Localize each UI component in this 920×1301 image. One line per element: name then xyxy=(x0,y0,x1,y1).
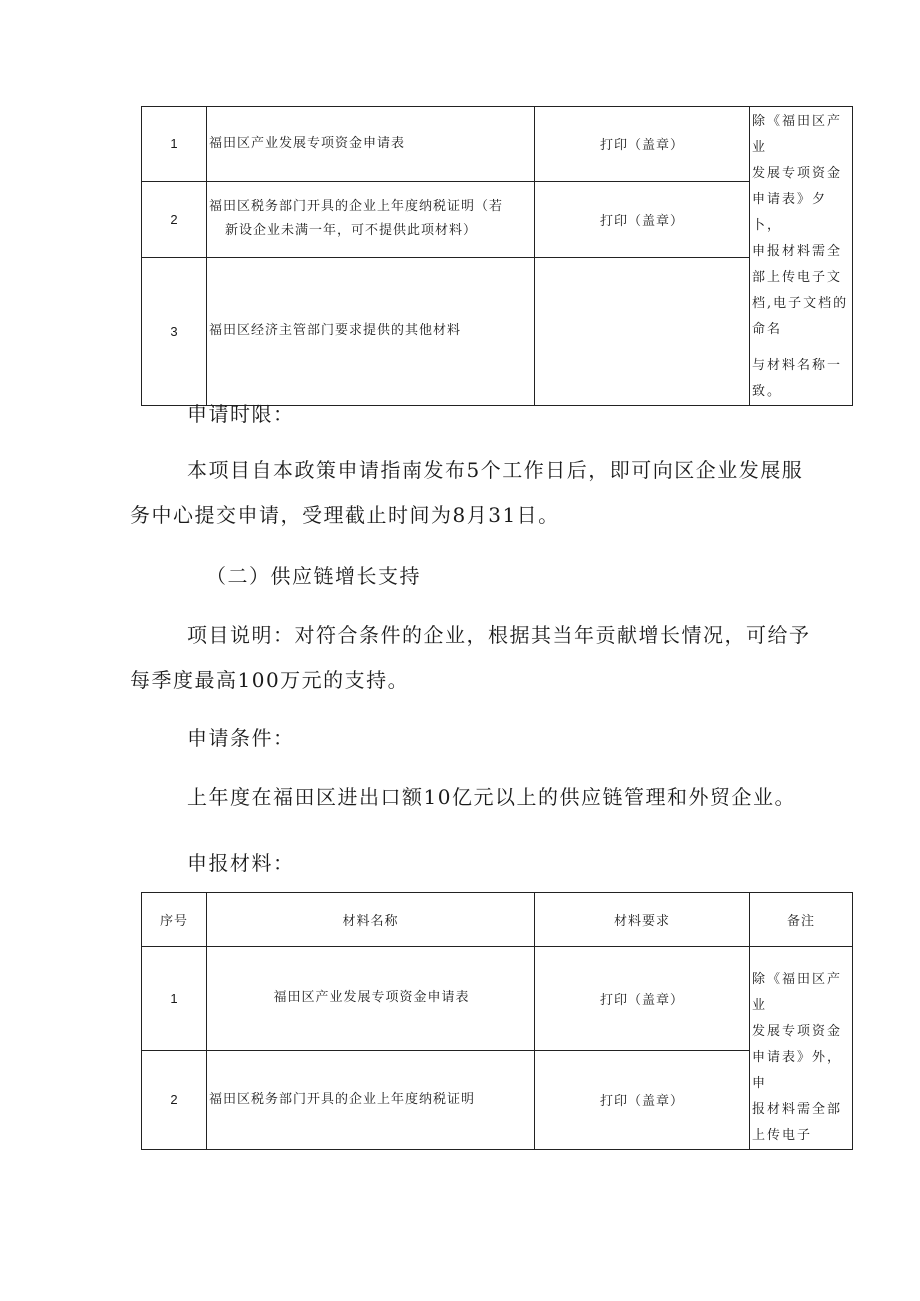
remark-line: 致。 xyxy=(752,384,783,399)
material-requirement: 打印（盖章） xyxy=(535,107,750,182)
project-description: 每季度最高100万元的支持。 xyxy=(130,668,410,692)
row-number: 1 xyxy=(142,107,207,182)
column-header-requirement: 材料要求 xyxy=(535,893,750,947)
remark-line: 发展专项资金 xyxy=(752,166,843,181)
row-number: 3 xyxy=(142,257,207,405)
material-requirement: 打印（盖章） xyxy=(535,1050,750,1149)
remark-line: 上传电子 xyxy=(752,1128,813,1143)
remark-cell xyxy=(750,107,853,406)
remark-cell xyxy=(750,947,853,1150)
table-row xyxy=(142,1050,853,1149)
materials-label: 申报材料： xyxy=(187,851,295,875)
material-name-line: 福田区税务部门开具的企业上年度纳税证明（若 xyxy=(209,199,504,215)
row-number: 2 xyxy=(142,1050,207,1149)
section-heading: （二）供应链增长支持 xyxy=(206,564,421,588)
remark-line: 申报材料需全 xyxy=(752,244,843,259)
materials-table xyxy=(141,892,853,1150)
conditions-label: 申请条件： xyxy=(187,726,295,750)
remark-line: 命名 xyxy=(752,322,783,337)
table-row xyxy=(142,947,853,1051)
column-header-name: 材料名称 xyxy=(207,893,535,947)
material-requirement: 打印（盖章） xyxy=(535,181,750,257)
material-name xyxy=(207,181,535,257)
application-period-text: 本项目自本政策申请指南发布5个工作日后，即可向区企业发展服 xyxy=(187,458,804,482)
row-number: 2 xyxy=(142,181,207,257)
material-name-line: 新设企业未满一年，可不提供此项材料） xyxy=(225,223,478,239)
table-header-row xyxy=(142,893,853,947)
project-description: 项目说明：对符合条件的企业，根据其当年贡献增长情况，可给予 xyxy=(187,623,811,647)
table-row xyxy=(142,257,853,405)
remark-line: 发展专项资金 xyxy=(752,1024,843,1039)
remark-line: 除《福田区产业 xyxy=(752,114,843,155)
materials-table-continued xyxy=(141,106,853,406)
remark-line: 申请表》外，申 xyxy=(752,1050,843,1091)
remark-line: 与材料名称一 xyxy=(752,358,843,373)
conditions-text: 上年度在福田区进出口额10亿元以上的供应链管理和外贸企业。 xyxy=(187,785,796,809)
remark-line: 部上传电子文 xyxy=(752,270,843,285)
application-period-text: 务中心提交申请，受理截止时间为8月31日。 xyxy=(130,503,560,527)
remark-line: 除《福田区产业 xyxy=(752,972,843,1013)
material-name: 福田区税务部门开具的企业上年度纳税证明 xyxy=(207,1050,535,1149)
material-requirement xyxy=(535,257,750,405)
material-requirement: 打印（盖章） xyxy=(535,947,750,1051)
remark-line: 报材料需全部 xyxy=(752,1102,843,1117)
row-number: 1 xyxy=(142,947,207,1051)
table-row xyxy=(142,107,853,182)
table-row xyxy=(142,181,853,257)
application-period-label: 申请时限： xyxy=(187,402,295,426)
remark-line: 申请表》夕卜， xyxy=(752,192,828,233)
column-header-remark: 备注 xyxy=(750,893,853,947)
material-name: 福田区产业发展专项资金申请表 xyxy=(207,107,535,182)
column-header-no: 序号 xyxy=(142,893,207,947)
material-name: 福田区经济主管部门要求提供的其他材料 xyxy=(207,257,535,405)
remark-line: 档,电子文档的 xyxy=(752,296,849,311)
material-name: 福田区产业发展专项资金申请表 xyxy=(207,947,535,1051)
